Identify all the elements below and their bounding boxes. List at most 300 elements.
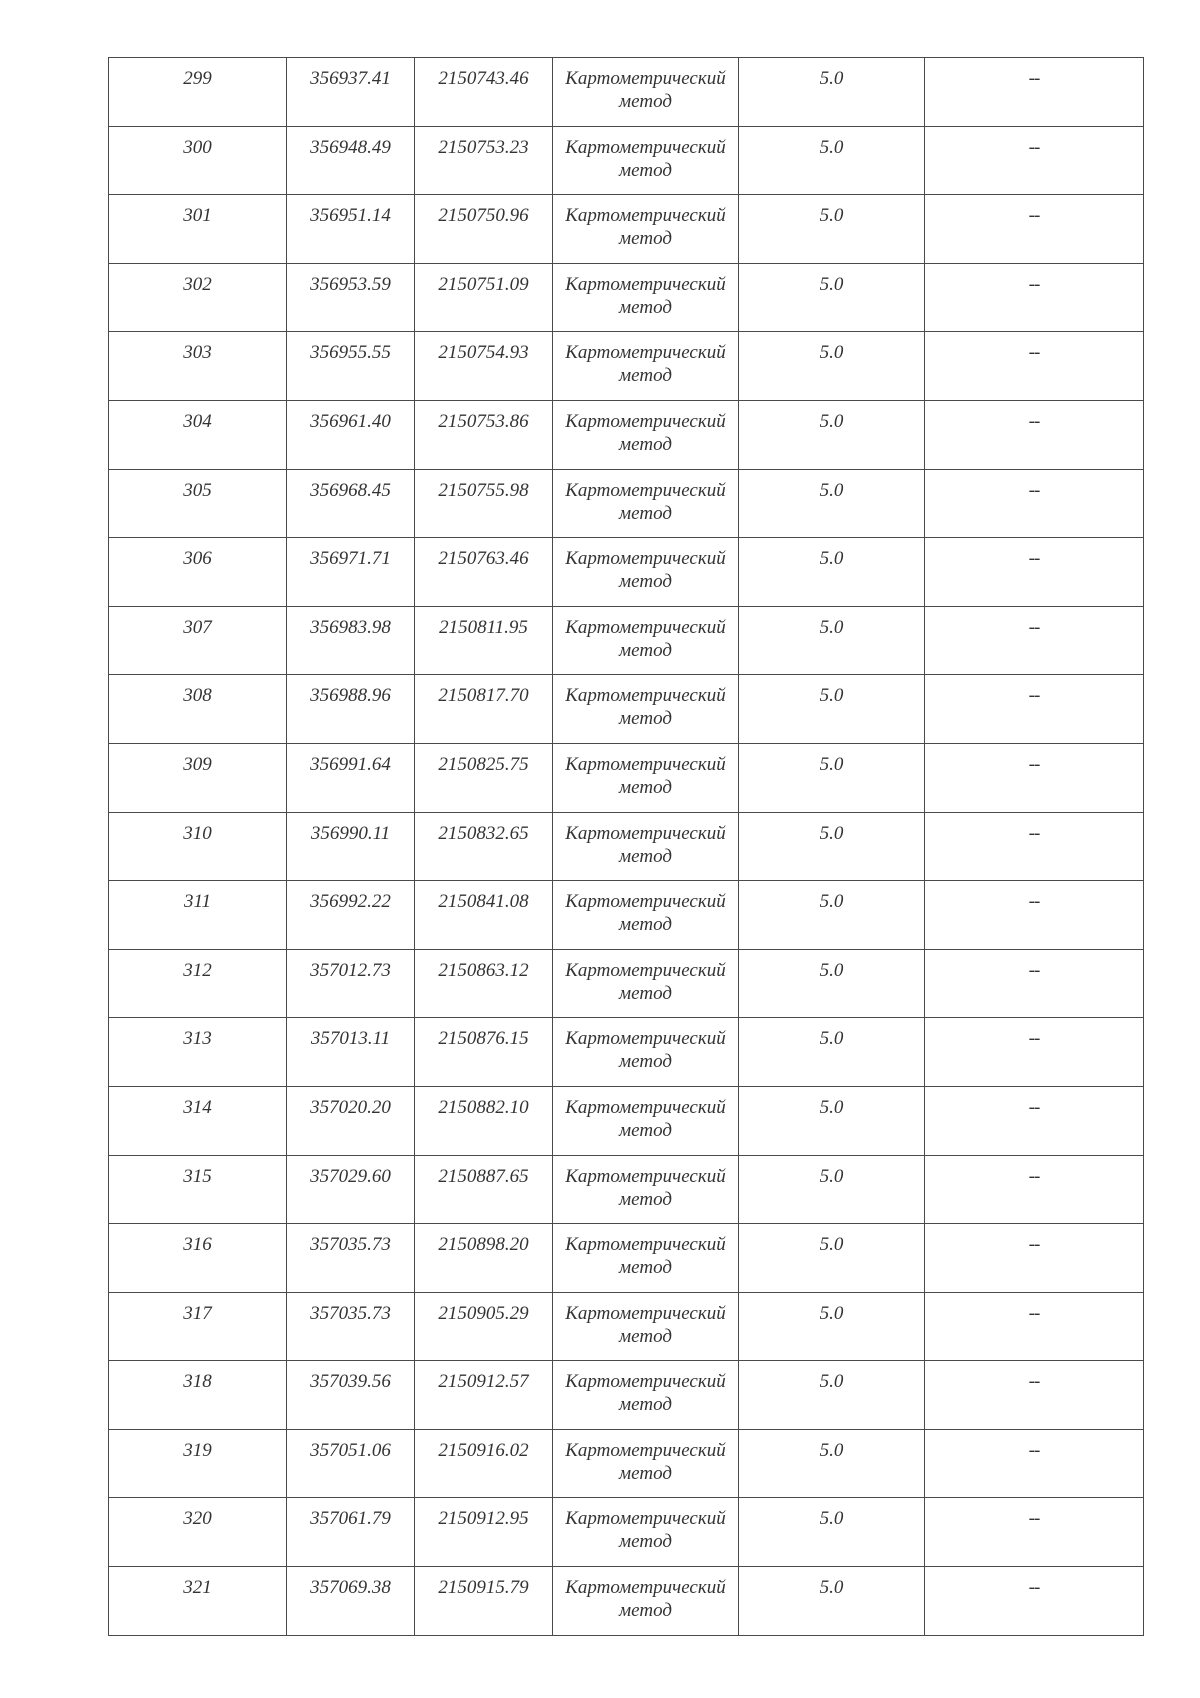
y-coordinate-cell (415, 1155, 553, 1224)
accuracy-text: 5.0 (819, 1371, 844, 1393)
note-text: -- (1028, 1028, 1040, 1050)
note-text: -- (1028, 1371, 1040, 1393)
note-cell (925, 881, 1144, 950)
y-coordinate-text: 2150876.15 (438, 1028, 529, 1050)
y-coordinate-text: 2150912.95 (438, 1508, 529, 1530)
x-coordinate-text: 357012.73 (310, 959, 391, 981)
note-text: -- (1028, 891, 1040, 913)
note-text: -- (1028, 685, 1040, 707)
x-coordinate-text: 356991.64 (310, 753, 391, 775)
point-number-text: 310 (183, 822, 212, 844)
point-number-text: 320 (183, 1508, 212, 1530)
method-text (553, 675, 738, 730)
y-coordinate-cell (415, 1361, 553, 1430)
accuracy-text: 5.0 (819, 891, 844, 913)
table-row (109, 263, 1144, 332)
note-text: -- (1028, 1302, 1040, 1324)
method-line-2: метод (619, 159, 672, 181)
coordinates-table-body (109, 58, 1144, 1636)
table-row (109, 1224, 1144, 1293)
method-text (553, 127, 738, 182)
method-line-1: Картометрический (565, 1096, 726, 1118)
accuracy-cell (739, 195, 925, 264)
table-row (109, 1155, 1144, 1224)
method-line-1: Картометрический (565, 616, 726, 638)
method-text (553, 195, 738, 250)
accuracy-text: 5.0 (819, 1028, 844, 1050)
x-coordinate-text: 357061.79 (310, 1508, 391, 1530)
x-coordinate-cell (287, 1018, 415, 1087)
y-coordinate-text: 2150754.93 (438, 342, 529, 364)
method-line-2: метод (619, 982, 672, 1004)
x-coordinate-text: 356992.22 (310, 891, 391, 913)
note-text: -- (1028, 1439, 1040, 1461)
note-text: -- (1028, 753, 1040, 775)
note-text: -- (1028, 68, 1040, 89)
y-coordinate-text: 2150763.46 (438, 548, 529, 570)
note-cell (925, 1429, 1144, 1498)
x-coordinate-cell (287, 1361, 415, 1430)
method-cell (553, 949, 739, 1018)
y-coordinate-text: 2150915.79 (438, 1577, 529, 1599)
y-coordinate-cell (415, 606, 553, 675)
x-coordinate-cell (287, 1155, 415, 1224)
y-coordinate-cell (415, 743, 553, 812)
note-cell (925, 1567, 1144, 1636)
x-coordinate-text: 357039.56 (310, 1371, 391, 1393)
y-coordinate-text: 2150811.95 (439, 616, 528, 638)
method-line-2: метод (619, 91, 672, 112)
y-coordinate-cell (415, 332, 553, 401)
method-cell (553, 1429, 739, 1498)
y-coordinate-cell (415, 812, 553, 881)
accuracy-cell (739, 538, 925, 607)
method-line-2: метод (619, 1188, 672, 1210)
method-line-2: метод (619, 1257, 672, 1279)
point-number-text: 316 (183, 1234, 212, 1256)
x-coordinate-cell (287, 538, 415, 607)
x-coordinate-cell (287, 195, 415, 264)
point-number-cell (109, 1224, 287, 1293)
y-coordinate-cell (415, 469, 553, 538)
x-coordinate-text: 357029.60 (310, 1165, 391, 1187)
method-line-1: Картометрический (565, 205, 726, 227)
accuracy-text: 5.0 (819, 616, 844, 638)
note-text: -- (1028, 1165, 1040, 1187)
method-text (553, 1156, 738, 1211)
note-text: -- (1028, 273, 1040, 295)
accuracy-cell (739, 606, 925, 675)
point-number-cell (109, 332, 287, 401)
method-line-1: Картометрический (565, 136, 726, 158)
method-text (553, 1430, 738, 1485)
point-number-cell (109, 1567, 287, 1636)
table-row (109, 812, 1144, 881)
point-number-text: 314 (183, 1096, 212, 1118)
accuracy-cell (739, 675, 925, 744)
point-number-text: 315 (183, 1165, 212, 1187)
point-number-cell (109, 1018, 287, 1087)
method-cell (553, 1567, 739, 1636)
note-cell (925, 1292, 1144, 1361)
method-line-2: метод (619, 1531, 672, 1553)
y-coordinate-text: 2150898.20 (438, 1234, 529, 1256)
method-text (553, 813, 738, 868)
point-number-text: 306 (183, 548, 212, 570)
note-cell (925, 675, 1144, 744)
y-coordinate-text: 2150751.09 (438, 273, 529, 295)
accuracy-cell (739, 881, 925, 950)
method-line-1: Картометрический (565, 273, 726, 295)
point-number-text: 305 (183, 479, 212, 501)
note-text: -- (1028, 1234, 1040, 1256)
method-cell (553, 1361, 739, 1430)
y-coordinate-cell (415, 881, 553, 950)
x-coordinate-text: 356951.14 (310, 205, 391, 227)
method-text (553, 607, 738, 662)
method-cell (553, 469, 739, 538)
note-cell (925, 812, 1144, 881)
note-cell (925, 1361, 1144, 1430)
x-coordinate-text: 356937.41 (310, 68, 391, 89)
note-cell (925, 538, 1144, 607)
point-number-cell (109, 1086, 287, 1155)
y-coordinate-cell (415, 1567, 553, 1636)
method-line-2: метод (619, 1119, 672, 1141)
method-text (553, 881, 738, 936)
accuracy-text: 5.0 (819, 1096, 844, 1118)
method-line-1: Картометрический (565, 410, 726, 432)
table-row (109, 1292, 1144, 1361)
method-cell (553, 126, 739, 195)
method-line-2: метод (619, 228, 672, 250)
y-coordinate-text: 2150832.65 (438, 822, 529, 844)
x-coordinate-cell (287, 743, 415, 812)
method-text (553, 264, 738, 319)
point-number-text: 299 (183, 68, 212, 89)
method-cell (553, 1018, 739, 1087)
y-coordinate-cell (415, 1498, 553, 1567)
note-cell (925, 1018, 1144, 1087)
y-coordinate-cell (415, 1292, 553, 1361)
note-cell (925, 400, 1144, 469)
method-cell (553, 263, 739, 332)
point-number-cell (109, 949, 287, 1018)
method-line-1: Картометрический (565, 753, 726, 775)
accuracy-text: 5.0 (819, 959, 844, 981)
method-line-2: метод (619, 845, 672, 867)
note-text: -- (1028, 1096, 1040, 1118)
y-coordinate-text: 2150841.08 (438, 891, 529, 913)
y-coordinate-cell (415, 675, 553, 744)
method-line-2: метод (619, 433, 672, 455)
note-cell (925, 195, 1144, 264)
point-number-text: 300 (183, 136, 212, 158)
x-coordinate-cell (287, 675, 415, 744)
method-line-2: метод (619, 776, 672, 798)
point-number-text: 301 (183, 205, 212, 227)
note-text: -- (1028, 1577, 1040, 1599)
method-text (553, 1498, 738, 1553)
note-cell (925, 126, 1144, 195)
note-cell (925, 263, 1144, 332)
table-row (109, 332, 1144, 401)
table-row (109, 1086, 1144, 1155)
point-number-cell (109, 58, 287, 127)
point-number-cell (109, 195, 287, 264)
point-number-cell (109, 1361, 287, 1430)
accuracy-cell (739, 1224, 925, 1293)
point-number-text: 312 (183, 959, 212, 981)
note-text: -- (1028, 616, 1040, 638)
x-coordinate-cell (287, 469, 415, 538)
note-cell (925, 743, 1144, 812)
method-line-2: метод (619, 1462, 672, 1484)
method-line-1: Картометрический (565, 959, 726, 981)
table-row (109, 675, 1144, 744)
accuracy-text: 5.0 (819, 685, 844, 707)
method-text (553, 58, 738, 113)
y-coordinate-cell (415, 1429, 553, 1498)
table-row (109, 469, 1144, 538)
accuracy-cell (739, 1086, 925, 1155)
point-number-cell (109, 126, 287, 195)
point-number-text: 304 (183, 410, 212, 432)
x-coordinate-text: 357069.38 (310, 1577, 391, 1599)
point-number-text: 308 (183, 685, 212, 707)
accuracy-text: 5.0 (819, 753, 844, 775)
method-cell (553, 1292, 739, 1361)
point-number-cell (109, 675, 287, 744)
accuracy-cell (739, 58, 925, 127)
method-line-2: метод (619, 639, 672, 661)
method-line-1: Картометрический (565, 1165, 726, 1187)
note-text: -- (1028, 410, 1040, 432)
x-coordinate-cell (287, 332, 415, 401)
y-coordinate-cell (415, 263, 553, 332)
accuracy-cell (739, 1567, 925, 1636)
accuracy-text: 5.0 (819, 548, 844, 570)
x-coordinate-text: 356955.55 (310, 342, 391, 364)
x-coordinate-text: 357051.06 (310, 1439, 391, 1461)
y-coordinate-text: 2150825.75 (438, 753, 529, 775)
point-number-text: 302 (183, 273, 212, 295)
method-cell (553, 195, 739, 264)
y-coordinate-text: 2150912.57 (438, 1371, 529, 1393)
accuracy-cell (739, 1429, 925, 1498)
table-row (109, 743, 1144, 812)
accuracy-text: 5.0 (819, 1302, 844, 1324)
note-text: -- (1028, 822, 1040, 844)
method-line-2: метод (619, 571, 672, 593)
accuracy-cell (739, 812, 925, 881)
method-cell (553, 1086, 739, 1155)
point-number-cell (109, 881, 287, 950)
y-coordinate-text: 2150753.23 (438, 136, 529, 158)
accuracy-cell (739, 1292, 925, 1361)
method-line-1: Картометрический (565, 1577, 726, 1599)
note-cell (925, 1086, 1144, 1155)
y-coordinate-text: 2150743.46 (438, 68, 529, 89)
x-coordinate-text: 357035.73 (310, 1234, 391, 1256)
x-coordinate-cell (287, 1292, 415, 1361)
accuracy-text: 5.0 (819, 68, 844, 89)
point-number-text: 319 (183, 1439, 212, 1461)
method-line-2: метод (619, 914, 672, 936)
method-text (553, 1361, 738, 1416)
table-row (109, 1429, 1144, 1498)
point-number-text: 317 (183, 1302, 212, 1324)
method-line-1: Картометрический (565, 685, 726, 707)
point-number-text: 303 (183, 342, 212, 364)
method-line-1: Картометрический (565, 1508, 726, 1530)
method-text (553, 950, 738, 1005)
x-coordinate-cell (287, 1429, 415, 1498)
point-number-cell (109, 1155, 287, 1224)
x-coordinate-text: 356990.11 (310, 822, 391, 844)
method-cell (553, 743, 739, 812)
point-number-text: 307 (183, 616, 212, 638)
y-coordinate-text: 2150755.98 (438, 479, 529, 501)
point-number-cell (109, 263, 287, 332)
x-coordinate-text: 356961.40 (310, 410, 391, 432)
accuracy-text: 5.0 (819, 205, 844, 227)
note-text: -- (1028, 959, 1040, 981)
table-row (109, 195, 1144, 264)
x-coordinate-cell (287, 606, 415, 675)
method-line-1: Картометрический (565, 548, 726, 570)
note-text: -- (1028, 1508, 1040, 1530)
method-line-2: метод (619, 1325, 672, 1347)
y-coordinate-cell (415, 538, 553, 607)
accuracy-text: 5.0 (819, 479, 844, 501)
accuracy-cell (739, 126, 925, 195)
y-coordinate-cell (415, 949, 553, 1018)
method-cell (553, 812, 739, 881)
y-coordinate-text: 2150863.12 (438, 959, 529, 981)
point-number-cell (109, 606, 287, 675)
x-coordinate-text: 356953.59 (310, 273, 391, 295)
table-row (109, 126, 1144, 195)
x-coordinate-cell (287, 400, 415, 469)
method-text (553, 1087, 738, 1142)
method-line-1: Картометрический (565, 822, 726, 844)
method-text (553, 744, 738, 799)
method-line-1: Картометрический (565, 1302, 726, 1324)
method-line-1: Картометрический (565, 342, 726, 364)
method-line-1: Картометрический (565, 1028, 726, 1050)
y-coordinate-cell (415, 1086, 553, 1155)
accuracy-text: 5.0 (819, 1234, 844, 1256)
method-text (553, 470, 738, 525)
y-coordinate-cell (415, 195, 553, 264)
note-text: -- (1028, 205, 1040, 227)
method-cell (553, 58, 739, 127)
note-cell (925, 469, 1144, 538)
y-coordinate-cell (415, 126, 553, 195)
method-cell (553, 332, 739, 401)
method-text (553, 1293, 738, 1348)
method-text (553, 401, 738, 456)
x-coordinate-text: 356971.71 (310, 548, 391, 570)
x-coordinate-cell (287, 1224, 415, 1293)
method-line-1: Картометрический (565, 68, 726, 89)
point-number-text: 321 (183, 1577, 212, 1599)
table-row (109, 1498, 1144, 1567)
method-cell (553, 606, 739, 675)
x-coordinate-cell (287, 1567, 415, 1636)
accuracy-text: 5.0 (819, 1508, 844, 1530)
x-coordinate-cell (287, 263, 415, 332)
table-row (109, 538, 1144, 607)
method-cell (553, 1224, 739, 1293)
x-coordinate-cell (287, 949, 415, 1018)
method-text (553, 332, 738, 387)
table-row (109, 1567, 1144, 1636)
note-cell (925, 58, 1144, 127)
note-text: -- (1028, 342, 1040, 364)
y-coordinate-text: 2150887.65 (438, 1165, 529, 1187)
x-coordinate-text: 356948.49 (310, 136, 391, 158)
accuracy-cell (739, 1498, 925, 1567)
accuracy-cell (739, 332, 925, 401)
method-line-2: метод (619, 1600, 672, 1622)
x-coordinate-cell (287, 812, 415, 881)
note-cell (925, 1155, 1144, 1224)
note-cell (925, 1224, 1144, 1293)
y-coordinate-text: 2150817.70 (438, 685, 529, 707)
x-coordinate-text: 356968.45 (310, 479, 391, 501)
method-text (553, 538, 738, 593)
y-coordinate-text: 2150905.29 (438, 1302, 529, 1324)
accuracy-text: 5.0 (819, 1439, 844, 1461)
method-cell (553, 881, 739, 950)
table-row (109, 606, 1144, 675)
note-cell (925, 949, 1144, 1018)
point-number-cell (109, 538, 287, 607)
method-cell (553, 1498, 739, 1567)
y-coordinate-cell (415, 1018, 553, 1087)
method-line-1: Картометрический (565, 1439, 726, 1461)
method-line-1: Картометрический (565, 1234, 726, 1256)
y-coordinate-text: 2150750.96 (438, 205, 529, 227)
y-coordinate-cell (415, 58, 553, 127)
x-coordinate-text: 356983.98 (310, 616, 391, 638)
point-number-cell (109, 812, 287, 881)
method-line-2: метод (619, 1394, 672, 1416)
method-line-2: метод (619, 1051, 672, 1073)
note-cell (925, 1498, 1144, 1567)
y-coordinate-cell (415, 1224, 553, 1293)
accuracy-cell (739, 1361, 925, 1430)
y-coordinate-text: 2150916.02 (438, 1439, 529, 1461)
point-number-cell (109, 1429, 287, 1498)
accuracy-cell (739, 743, 925, 812)
x-coordinate-text: 356988.96 (310, 685, 391, 707)
table-row (109, 58, 1144, 127)
point-number-cell (109, 400, 287, 469)
point-number-text: 309 (183, 753, 212, 775)
method-line-1: Картометрический (565, 1371, 726, 1393)
accuracy-cell (739, 949, 925, 1018)
accuracy-cell (739, 263, 925, 332)
x-coordinate-cell (287, 881, 415, 950)
point-number-text: 318 (183, 1371, 212, 1393)
method-line-2: метод (619, 365, 672, 387)
x-coordinate-text: 357013.11 (310, 1028, 391, 1050)
method-line-2: метод (619, 502, 672, 524)
y-coordinate-text: 2150753.86 (438, 410, 529, 432)
